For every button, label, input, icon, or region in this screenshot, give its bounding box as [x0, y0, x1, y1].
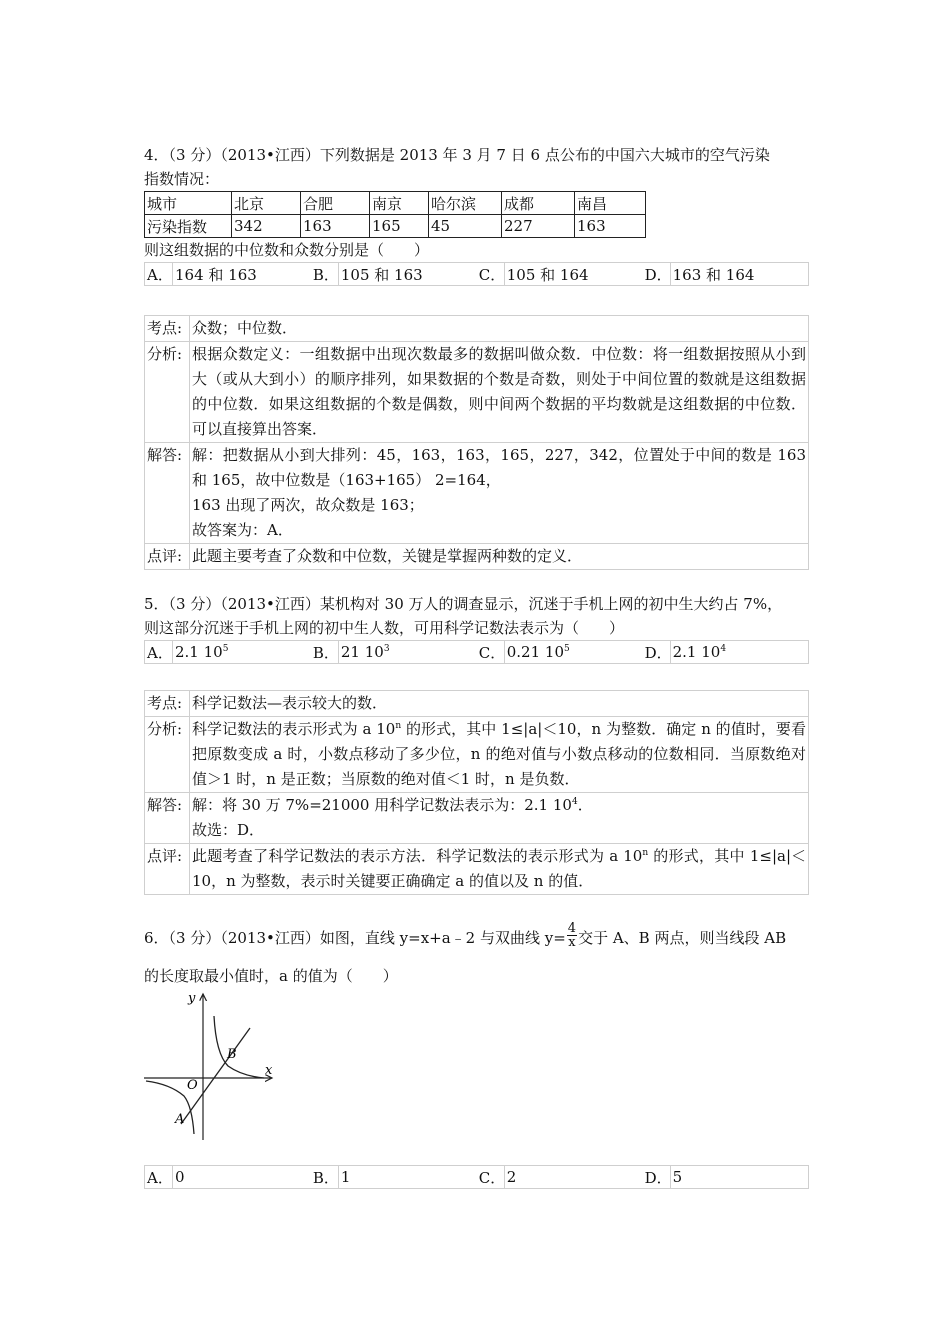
option-key: D．	[644, 1168, 672, 1187]
q4-question: 则这组数据的中位数和众数分别是（ ）	[144, 241, 430, 259]
dianping-label: 点评:	[145, 544, 190, 570]
table-cell: 163	[301, 215, 370, 238]
jieda-line: 故选：D．	[192, 821, 265, 839]
fenxi-text: 根据众数定义：一组数据中出现次数最多的数据叫做众数．中位数：将一组数据按照从小到大（或从大到小）的顺序排列，如果数据的个数是奇数，则处于中间位置的数就是这组数据的中位数．如果这组数据的个数是偶数，则中间两个数据的平均数就是这组数据的中位数．可以直接算出答案．	[190, 342, 809, 443]
option-key: C．	[478, 265, 506, 284]
table-cell: 163	[575, 215, 646, 238]
jieda-line: 故答案为：A．	[192, 521, 293, 539]
option-b: 105 和 163	[338, 263, 476, 286]
option-d: 2.1 $10^4$	[670, 641, 808, 664]
option-d: 163 和 164	[670, 263, 808, 286]
dianping-text: 此题考查了科学记数法的表示方法．科学记数法的表示形式为 a 10$^n$ 的形式，其中 1≤|a|＜10，n 为整数，表示时关键要正确确定 a 的值以及 n 的值．	[190, 844, 809, 895]
q5-stem: 5．（3 分）（2013•江西）某机构对 30 万人的调查显示，沉迷于手机上网的初中生大约占 7%，	[144, 595, 783, 613]
dianping-text: 此题主要考查了众数和中位数，关键是掌握两种数的定义．	[190, 544, 809, 570]
table-cell: 污染指数	[145, 215, 232, 238]
option-c: 105 和 164	[504, 263, 642, 286]
dianping-label: 点评:	[145, 844, 190, 895]
table-row	[145, 215, 646, 238]
table-cell: 城市	[145, 192, 232, 215]
q5-options	[144, 640, 809, 664]
kaodian-label: 考点:	[145, 691, 190, 717]
q6-options-block	[144, 1165, 809, 1189]
q6-options	[144, 1165, 809, 1189]
table-cell: 342	[232, 215, 301, 238]
table-cell: 45	[429, 215, 502, 238]
table-cell: 南京	[370, 192, 429, 215]
label-b: B	[227, 1047, 237, 1062]
table-cell: 227	[502, 215, 575, 238]
question-5	[144, 592, 809, 664]
jieda-label: 解答:	[145, 443, 190, 544]
table-header-row	[145, 192, 646, 215]
jieda-text	[190, 443, 809, 544]
option-key: C．	[478, 643, 506, 662]
fenxi-text: 科学记数法的表示形式为 a 10$^n$ 的形式，其中 1≤|a|＜10，n 为整数．确定 n 的值时，要看把原数变成 a 时，小数点移动了多少位，n 的绝对值与小数点移动的位数相同．当原数绝对值＞1 时，n 是正数；当原数的绝对值＜1 时，n 是负数．	[190, 717, 809, 793]
q4-options	[144, 262, 809, 286]
option-key: B．	[312, 643, 339, 662]
kaodian-text: 众数；中位数．	[190, 316, 809, 342]
option-key: D．	[644, 643, 672, 662]
jieda-line: 解：将 30 万 7%=21000 用科学记数法表示为：2.1 $10^4$．	[192, 796, 593, 814]
table-cell: 165	[370, 215, 429, 238]
table-cell: 哈尔滨	[429, 192, 502, 215]
option-key: C．	[478, 1168, 506, 1187]
q4-stem-2: 指数情况：	[144, 170, 220, 188]
line-ab	[181, 1028, 250, 1124]
q5-analysis	[144, 690, 809, 895]
option-b: 1	[338, 1166, 476, 1189]
option-key: A．	[147, 643, 173, 662]
q6-stem: 6．（3 分）（2013•江西）如图，直线 y=x+a﹣2 与双曲线 y= $\frac{4}{x}$ 交于 A、B 两点，则当线段 AB	[144, 920, 787, 950]
hyperbola-figure	[140, 986, 290, 1146]
option-a: 0	[173, 1166, 311, 1189]
option-a: 2.1 $10^5$	[173, 641, 311, 664]
option-key: A．	[147, 1168, 173, 1187]
option-a: 164 和 163	[173, 263, 311, 286]
option-key: B．	[312, 265, 339, 284]
pollution-table	[144, 191, 646, 238]
q4-stem: 4．（3 分）（2013•江西）下列数据是 2013 年 3 月 7 日 6 点公布的中国六大城市的空气污染	[144, 146, 770, 164]
option-key: A．	[147, 265, 173, 284]
jieda-line: 解：把数据从小到大排列：45，163，163，165，227，342，位置处于中间的数是 163 和 165，故中位数是（163+165） 2=164，	[192, 446, 806, 489]
option-d: 5	[670, 1166, 808, 1189]
option-key: B．	[312, 1168, 339, 1187]
q6-stem-2: 的长度取最小值时，a 的值为（ ）	[144, 967, 398, 985]
option-c: 0.21 $10^5$	[504, 641, 642, 664]
label-o: O	[187, 1078, 198, 1093]
fenxi-label: 分析:	[145, 717, 190, 793]
jieda-line: 163 出现了两次，故众数是 163；	[192, 496, 424, 514]
fraction: $\frac{4}{x}$	[567, 920, 577, 950]
label-y: y	[188, 991, 196, 1006]
q4-analysis	[144, 315, 809, 570]
question-6	[144, 918, 809, 988]
table-cell: 成都	[502, 192, 575, 215]
kaodian-label: 考点:	[145, 316, 190, 342]
table-cell: 北京	[232, 192, 301, 215]
fenxi-label: 分析:	[145, 342, 190, 443]
label-x: x	[265, 1063, 273, 1078]
option-key: D．	[644, 265, 672, 284]
jieda-label: 解答:	[145, 793, 190, 844]
kaodian-text: 科学记数法—表示较大的数．	[190, 691, 809, 717]
table-cell: 南昌	[575, 192, 646, 215]
question-4	[144, 143, 809, 286]
table-cell: 合肥	[301, 192, 370, 215]
jieda-text	[190, 793, 809, 844]
label-a: A	[175, 1112, 185, 1127]
option-b: 21 $10^3$	[338, 641, 476, 664]
q5-stem-2: 则这部分沉迷于手机上网的初中生人数，可用科学记数法表示为（ ）	[144, 619, 625, 637]
option-c: 2	[504, 1166, 642, 1189]
